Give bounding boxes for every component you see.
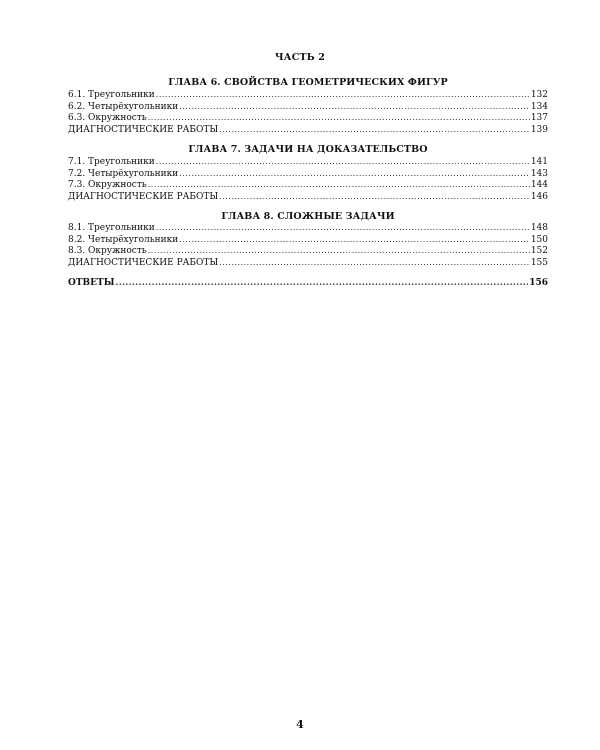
toc-entry <box>68 191 548 203</box>
toc-entry-label: 8.1. Треугольники <box>68 223 155 233</box>
toc-entry-label: ДИАГНОСТИЧЕСКИЕ РАБОТЫ <box>68 124 219 135</box>
part-title: ЧАСТЬ 2 <box>274 52 326 63</box>
toc-entry-page: 139 <box>530 124 548 135</box>
toc-leader-dots <box>148 179 530 191</box>
chapter-6-title: ГЛАВА 6. СВОЙСТВА ГЕОМЕТРИЧЕСКИХ ФИГУР <box>168 77 448 88</box>
toc-entry-label: ДИАГНОСТИЧЕСКИЕ РАБОТЫ <box>68 191 219 202</box>
toc-entry-page: 146 <box>530 191 548 202</box>
toc-entry-label: 6.2. Четырёхугольники <box>68 101 179 112</box>
chapter-7-title: ГЛАВА 7. ЗАДАЧИ НА ДОКАЗАТЕЛЬСТВО <box>188 144 428 155</box>
toc-entry-page: 141 <box>530 157 548 167</box>
toc-entry-label: 7.1. Треугольники <box>68 157 155 167</box>
chapter-6-toc <box>68 89 548 135</box>
toc-entry <box>68 245 548 257</box>
toc-leader-dots <box>219 191 530 203</box>
toc-entry-page: 156 <box>529 278 548 288</box>
toc-leader-dots <box>148 245 530 257</box>
toc-leader-dots <box>116 277 529 289</box>
toc-entry <box>68 257 548 269</box>
toc-leader-dots <box>219 257 530 269</box>
toc-leader-dots <box>179 101 530 113</box>
toc-entry <box>68 168 548 180</box>
toc-entry-label: 8.2. Четырёхугольники <box>68 234 179 245</box>
toc-entry-page: 143 <box>530 168 548 179</box>
chapter-7-toc <box>68 156 548 202</box>
toc-entry <box>68 234 548 246</box>
toc-entry-label: ОТВЕТЫ <box>68 278 115 288</box>
toc-entry-page: 137 <box>530 113 548 123</box>
toc-entry-label: 6.3. Окружность <box>68 113 147 123</box>
toc-entry-label: 7.3. Окружность <box>68 180 147 190</box>
toc-leader-dots <box>179 168 530 180</box>
toc-entry-page: 132 <box>530 90 548 100</box>
toc-entry-page: 144 <box>530 180 548 190</box>
toc-entry-answers <box>68 277 548 289</box>
toc-entry <box>68 222 548 234</box>
toc-entry <box>68 124 548 136</box>
toc-entry-label: 8.3. Окружность <box>68 246 147 256</box>
toc-entry-page: 152 <box>530 246 548 256</box>
toc-entry-label: 6.1. Треугольники <box>68 90 155 100</box>
toc-entry-label: 7.2. Четырёхугольники <box>68 168 179 179</box>
chapter-8-toc <box>68 222 548 268</box>
toc-entry-page: 134 <box>530 101 548 112</box>
toc-entry-page: 148 <box>530 223 548 233</box>
toc-leader-dots <box>179 234 530 246</box>
toc-entry <box>68 112 548 124</box>
toc-entry <box>68 101 548 113</box>
toc-leader-dots <box>156 89 530 101</box>
toc-entry <box>68 179 548 191</box>
toc-leader-dots <box>156 222 530 234</box>
toc-entry <box>68 89 548 101</box>
toc-leader-dots <box>219 124 530 136</box>
page-number: 4 <box>296 718 304 731</box>
toc-entry-label: ДИАГНОСТИЧЕСКИЕ РАБОТЫ <box>68 257 219 268</box>
toc-leader-dots <box>148 112 530 124</box>
toc-leader-dots <box>156 156 530 168</box>
answers-toc <box>68 277 548 289</box>
toc-entry <box>68 156 548 168</box>
toc-entry-page: 150 <box>530 234 548 245</box>
toc-entry-page: 155 <box>530 257 548 268</box>
chapter-8-title: ГЛАВА 8. СЛОЖНЫЕ ЗАДАЧИ <box>221 211 395 222</box>
